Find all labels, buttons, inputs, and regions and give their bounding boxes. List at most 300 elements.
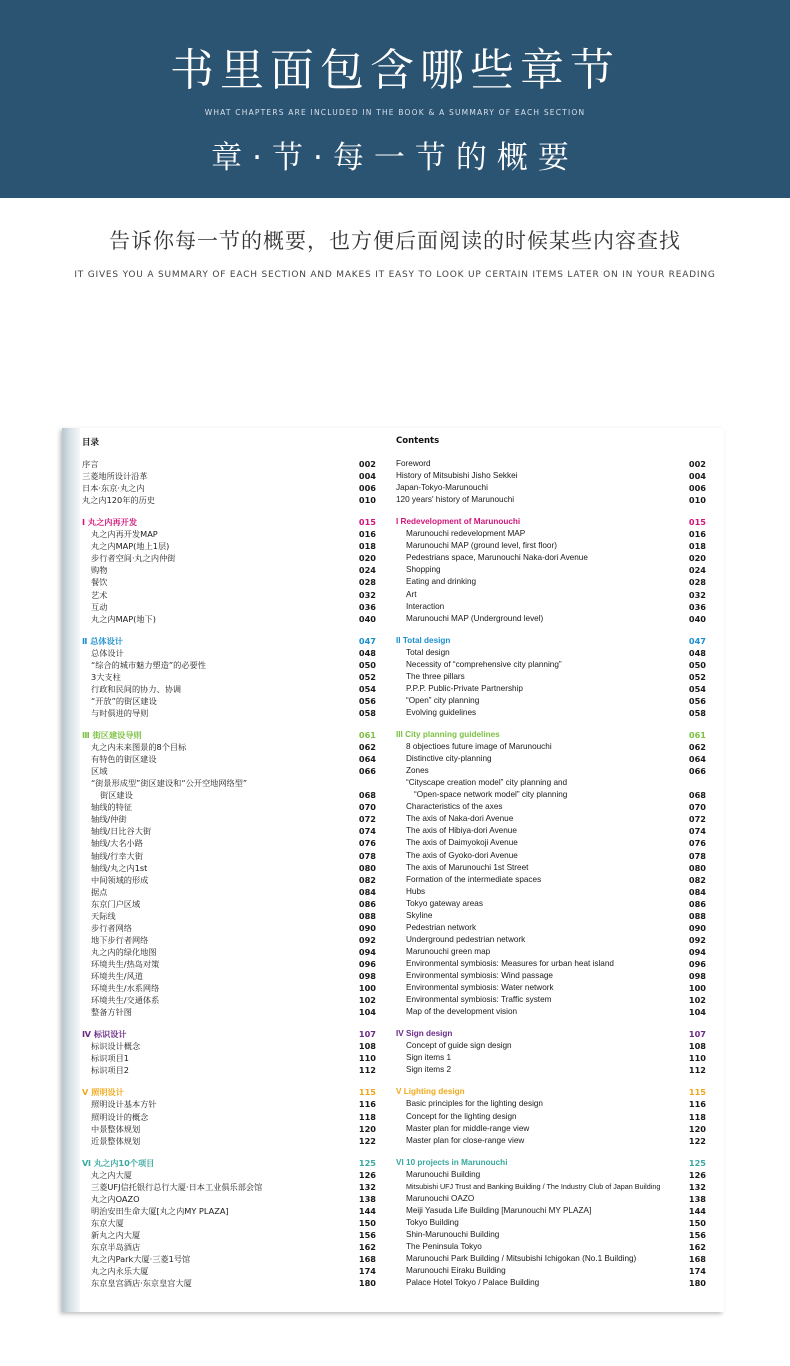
toc-entry-title: 丸之内再开发MAP <box>91 529 158 540</box>
toc-entry <box>82 1229 376 1241</box>
toc-entry <box>396 753 706 765</box>
toc-entry-page: 004 <box>688 471 706 482</box>
toc-entry-page: 058 <box>688 707 706 718</box>
toc-entry <box>82 1253 376 1265</box>
toc-entry <box>396 458 706 470</box>
toc-entry <box>82 982 376 994</box>
toc-entry-title: Pedestrians space, Marunouchi Naka-dori Avenue <box>406 553 588 563</box>
toc-entry-page: 088 <box>358 910 376 921</box>
toc-entry <box>396 801 706 813</box>
toc-entry-page: 110 <box>358 1053 376 1064</box>
toc-entry-title: 丸之内的绿化地图 <box>91 946 157 957</box>
toc-entry-title: Marunouchi redevelopment MAP <box>406 529 526 539</box>
toc-entry-title: Skyline <box>406 910 433 920</box>
toc-entry-title: 行政和民间的协力、协调 <box>91 683 182 694</box>
toc-entry <box>82 647 376 659</box>
toc-entry <box>396 613 706 625</box>
toc-entry-page: 002 <box>688 459 706 469</box>
toc-entry <box>82 1193 376 1205</box>
toc-entry-title: 120 years' history of Marunouchi <box>396 495 515 505</box>
toc-entry-title: Environmental symbiosis: Measures for urban heat island <box>406 958 614 968</box>
toc-entry-title: 轴线/大名小路 <box>91 838 143 849</box>
toc-entry <box>396 1169 706 1181</box>
toc-entry-title: Ⅵ 丸之内10个项目 <box>82 1157 155 1168</box>
toc-entry <box>82 886 376 898</box>
toc-entry-title: Environmental symbiosis: Water network <box>406 983 554 993</box>
toc-entry-title: 丸之内Park大厦·三菱1号馆 <box>91 1254 191 1265</box>
banner-subtitle: WHAT CHAPTERS ARE INCLUDED IN THE BOOK & A SUMMARY OF EACH SECTION <box>204 108 586 117</box>
toc-entry-title: Sign items 2 <box>406 1065 452 1075</box>
toc-entry-title: The Peninsula Tokyo <box>406 1242 482 1251</box>
toc-entry-title: 三菱地所设计沿革 <box>82 471 148 482</box>
toc-entry-page: 150 <box>688 1217 706 1228</box>
toc-entry <box>396 482 706 494</box>
toc-entry-title: Marunouchi OAZO <box>406 1193 475 1203</box>
toc-entry-page: 180 <box>358 1278 376 1289</box>
toc-entry-title: 日本·东京·丸之内 <box>82 483 145 494</box>
toc-entry-title: 整备方针图 <box>91 1007 132 1018</box>
toc-entry <box>396 1052 706 1064</box>
toc-entry-page: 118 <box>688 1111 706 1122</box>
toc-entry-page: 086 <box>688 898 706 909</box>
toc-entry <box>82 552 376 564</box>
toc-entry-title: 近景整体规划 <box>91 1135 141 1146</box>
toc-entry-page: 108 <box>358 1041 376 1052</box>
toc-entry <box>396 1123 706 1135</box>
toc-entry <box>82 1169 376 1181</box>
toc-entry-page: 122 <box>688 1135 706 1146</box>
toc-entry <box>82 1111 376 1123</box>
toc-entry <box>82 470 376 482</box>
toc-entry-page: 020 <box>358 553 376 564</box>
toc-entry-title: 步行者网络 <box>91 922 132 933</box>
toc-entry-title: History of Mitsubishi Jisho Sekkei <box>396 471 518 481</box>
toc-entry-title: Master plan for close-range view <box>406 1135 525 1145</box>
toc-entry-title: Shin-Marunouchi Building <box>406 1229 500 1239</box>
toc-entry-title: The three pillars <box>406 671 465 681</box>
toc-entry-page: 082 <box>688 874 706 885</box>
toc-entry-title: Environmental symbiosis: Wind passage <box>406 971 553 980</box>
toc-entry <box>396 695 706 707</box>
toc-entry-page: 064 <box>358 754 376 765</box>
toc-entry-page: 058 <box>358 707 376 718</box>
toc-entry-page: 028 <box>688 577 706 588</box>
toc-entry-page: 092 <box>358 934 376 945</box>
toc-entry-page: 102 <box>358 995 376 1006</box>
toc-entry-title: “综合的城市魅力塑造”的必要性 <box>91 659 206 670</box>
toc-entry-title: 餐饮 <box>91 577 108 588</box>
toc-entry <box>396 922 706 934</box>
toc-entry-page: 104 <box>358 1007 376 1018</box>
toc-entry <box>396 683 706 695</box>
toc-entry-title: IV Sign design <box>396 1029 453 1039</box>
toc-entry <box>82 910 376 922</box>
toc-entry-title: Map of the development vision <box>406 1007 518 1017</box>
toc-entry-page: 004 <box>358 471 376 482</box>
toc-entry <box>396 934 706 946</box>
toc-entry-title: “Open” city planning <box>406 695 480 705</box>
toc-entry-page: 066 <box>688 766 706 777</box>
toc-entry-page: 120 <box>688 1123 706 1134</box>
toc-entry-page: 032 <box>358 589 376 600</box>
toc-entry-title: Hubs <box>406 886 426 896</box>
toc-entry <box>82 1241 376 1253</box>
toc-entry-page: 074 <box>688 826 706 837</box>
toc-entry-page: 028 <box>358 577 376 588</box>
toc-entry <box>396 564 706 576</box>
toc-entry-page: 122 <box>358 1135 376 1146</box>
toc-entry-title: 新丸之内大厦 <box>91 1229 141 1240</box>
toc-entry-page: 180 <box>688 1278 706 1289</box>
toc-entry <box>396 659 706 671</box>
toc-entry-title: Distinctive city-planning <box>406 754 492 764</box>
toc-entry <box>396 970 706 982</box>
toc-entry-title: III City planning guidelines <box>396 730 500 739</box>
toc-entry <box>396 1098 706 1110</box>
toc-entry-title: 轴线/日比谷大街 <box>91 826 152 837</box>
toc-entry-title: P.P.P. Public-Private Partnership <box>406 683 523 693</box>
toc-entry-page: 068 <box>688 790 706 801</box>
toc-entry-page: 126 <box>358 1169 376 1180</box>
toc-entry-title: Eating and drinking <box>406 577 477 587</box>
toc-entry <box>82 1123 376 1135</box>
toc-entry <box>82 777 376 789</box>
toc-entry-page: 082 <box>358 874 376 885</box>
toc-entry-page: 125 <box>688 1157 706 1168</box>
toc-entry-page: 040 <box>688 613 706 624</box>
toc-entry-title: 照明设计的概念 <box>91 1111 149 1122</box>
toc-entry <box>396 874 706 886</box>
toc-entry <box>396 886 706 898</box>
toc-entry <box>82 1064 376 1076</box>
toc-entry <box>396 1265 706 1277</box>
toc-entry-title: 8 objectioes future image of Marunouchi <box>406 742 552 752</box>
toc-entry-title: Mitsubishi UFJ Trust and Banking Building / The Industry Club of Japan Building <box>406 1181 661 1191</box>
toc-entry <box>82 1040 376 1052</box>
banner-title: 书里面包含哪些章节 <box>170 45 620 96</box>
toc-entry-page: 015 <box>688 517 706 528</box>
toc-entry-title: Ⅱ 总体设计 <box>82 635 123 646</box>
toc-entry-page: 162 <box>688 1242 706 1252</box>
toc-entry-page: 107 <box>358 1029 376 1040</box>
toc-entry-title: The axis of Daimyokoji Avenue <box>406 838 518 848</box>
toc-entry-title: 天际线 <box>91 910 116 921</box>
toc-entry-title: Ⅳ 标识设计 <box>82 1029 127 1040</box>
toc-entry <box>82 458 376 470</box>
toc-entry <box>82 1205 376 1217</box>
toc-entry-page: 061 <box>358 730 376 740</box>
toc-entry-page: 048 <box>358 647 376 658</box>
toc-entry-title: Marunouchi Park Building / Mitsubishi Ichigokan (No.1 Building) <box>406 1254 637 1264</box>
toc-entry-page: 118 <box>358 1111 376 1122</box>
toc-entry <box>396 1064 706 1076</box>
toc-entry-title: Palace Hotel Tokyo / Palace Building <box>406 1278 540 1288</box>
toc-entry <box>396 1006 706 1018</box>
toc-entry-title: VI 10 projects in Marunouchi <box>396 1157 508 1167</box>
toc-entry <box>82 946 376 958</box>
toc-entry-page: 054 <box>358 683 376 694</box>
toc-entry-page: 090 <box>688 922 706 933</box>
toc-entry-page: 032 <box>688 589 706 600</box>
toc-entry-title: 购物 <box>91 565 108 576</box>
toc-entry-page: 072 <box>688 814 706 825</box>
toc-entry-title: Meiji Yasuda Life Building [Marunouchi MY PLAZA] <box>406 1205 592 1215</box>
toc-entry-title: 环境共生/热岛对策 <box>91 958 160 969</box>
toc-entry <box>82 741 376 753</box>
toc-entry-page: 016 <box>358 529 376 540</box>
toc-entry-title: Foreword <box>396 459 431 468</box>
toc-entry-page: 108 <box>688 1041 706 1052</box>
toc-entry-page: 162 <box>358 1242 376 1252</box>
toc-entry-title: Formation of the intermediate spaces <box>406 874 542 884</box>
toc-entry <box>82 765 376 777</box>
toc-entry-page: 080 <box>688 862 706 873</box>
toc-entry <box>396 1217 706 1229</box>
toc-entry-page: 094 <box>688 946 706 957</box>
toc-entry-title: 丸之内OAZO <box>91 1193 140 1204</box>
toc-entry-page: 072 <box>358 814 376 825</box>
toc-section-heading <box>396 729 706 741</box>
toc-entry <box>82 613 376 625</box>
toc-entry-page: 086 <box>358 898 376 909</box>
toc-entry-page: 096 <box>688 958 706 969</box>
toc-entry-page: 098 <box>688 971 706 981</box>
toc-entry-title: 丸之内120年的历史 <box>82 495 155 506</box>
toc-entry-title: Art <box>406 589 417 599</box>
toc-entry-title: “街景形成型”街区建设和“公开空地网络型” <box>91 778 248 789</box>
toc-entry <box>396 765 706 777</box>
toc-section-heading <box>396 1028 706 1040</box>
toc-entry-page: 100 <box>688 983 706 994</box>
banner-title-secondary: 章·节·每一节的概要 <box>211 140 579 176</box>
toc-entry-page: 100 <box>358 983 376 994</box>
toc-entry-page: 144 <box>688 1205 706 1216</box>
toc-entry <box>396 1135 706 1147</box>
toc-entry <box>396 1229 706 1241</box>
toc-entry <box>82 862 376 874</box>
toc-entry-page: 070 <box>688 802 706 813</box>
toc-entry-title: 三菱UFJ信托银行总行大厦·日本工业俱乐部会馆 <box>91 1181 263 1192</box>
toc-entry-title: The axis of Hibiya-dori Avenue <box>406 826 517 836</box>
toc-entry-title: Ⅴ 照明设计 <box>82 1087 124 1098</box>
toc-entry <box>82 695 376 707</box>
toc-entry-page: 010 <box>688 495 706 506</box>
toc-entry-page: 016 <box>688 529 706 540</box>
toc-entry <box>82 789 376 801</box>
toc-entry-title: Evolving guidelines <box>406 707 477 717</box>
toc-entry-page: 024 <box>358 565 376 576</box>
toc-entry <box>82 1052 376 1064</box>
toc-entry-page: 070 <box>358 802 376 813</box>
toc-entry-title: 轴线/仲街 <box>91 814 127 825</box>
toc-entry <box>82 528 376 540</box>
intro-text: 告诉你每一节的概要，也方便后面阅读的时候某些内容查找 <box>109 229 681 253</box>
toc-entry-title: 轴线的特征 <box>91 802 132 813</box>
toc-entry-title: 东京皇宫酒店·东京皇宫大厦 <box>91 1278 192 1289</box>
toc-entry-title: II Total design <box>396 635 451 645</box>
toc-entry-title: 丸之内未来图景的8个目标 <box>91 742 187 753</box>
toc-entry-title: Marunouchi Eiraku Building <box>406 1266 506 1276</box>
toc-entry <box>396 825 706 837</box>
toc-entry-page: 168 <box>358 1254 376 1265</box>
toc-entry-page: 018 <box>358 541 376 552</box>
toc-entry <box>82 576 376 588</box>
toc-entry-page: 112 <box>358 1065 376 1076</box>
toc-entry-title: Environmental symbiosis: Traffic system <box>406 995 552 1005</box>
toc-entry-title: Basic principles for the lighting design <box>406 1099 543 1109</box>
toc-entry-title: Marunouchi green map <box>406 946 491 956</box>
toc-entry-page: 168 <box>688 1254 706 1265</box>
toc-entry-title: Pedestrian network <box>406 922 477 932</box>
toc-section-heading <box>82 1086 376 1098</box>
toc-entry <box>396 958 706 970</box>
toc-entry-title: 东京大厦 <box>91 1217 124 1228</box>
toc-entry <box>396 576 706 588</box>
toc-entry <box>82 958 376 970</box>
toc-entry-title: Master plan for middle-range view <box>406 1123 530 1133</box>
toc-entry-title: 有特色的街区建设 <box>91 754 157 765</box>
toc-entry-title: 照明设计基本方针 <box>91 1099 157 1110</box>
toc-entry <box>82 540 376 552</box>
toc-entry-page: 125 <box>358 1157 376 1168</box>
toc-entry-page: 138 <box>688 1193 706 1204</box>
toc-entry-title: 环境共生/交通体系 <box>91 995 160 1006</box>
toc-entry-title: 步行者空间·丸之内仲街 <box>91 553 176 564</box>
toc-entry-page: 102 <box>688 995 706 1006</box>
toc-entry-title: 序言 <box>82 459 99 469</box>
toc-entry-page: 096 <box>358 958 376 969</box>
toc-entry-page: 020 <box>688 553 706 564</box>
toc-entry <box>82 874 376 886</box>
toc-entry-page: 150 <box>358 1217 376 1228</box>
toc-entry <box>396 1111 706 1123</box>
toc-entry <box>82 659 376 671</box>
toc-entry-page: 066 <box>358 766 376 777</box>
toc-zh-heading: 目录 <box>82 438 100 448</box>
toc-entry-title: 据点 <box>91 886 108 897</box>
toc-entry-page: 076 <box>688 838 706 849</box>
toc-entry-page: 064 <box>688 754 706 765</box>
toc-entry <box>396 1181 706 1193</box>
toc-entry-title: Concept of guide sign design <box>406 1041 512 1051</box>
toc-entry <box>396 1253 706 1265</box>
toc-entry-title: 环境共生/水系网络 <box>91 983 160 994</box>
toc-en-heading: Contents <box>396 436 440 446</box>
toc-entry-page: 015 <box>358 517 376 528</box>
toc-entry-title: Interaction <box>406 601 445 611</box>
toc-entry-title: 东京门户区域 <box>91 898 141 909</box>
toc-entry-page: 040 <box>358 613 376 624</box>
header-banner <box>0 0 790 198</box>
toc-entry-page: 116 <box>688 1099 706 1110</box>
toc-entry-page: 002 <box>358 459 376 469</box>
toc-entry-title: 东京半岛酒店 <box>91 1242 141 1252</box>
toc-entry-title: Total design <box>406 647 450 657</box>
toc-entry <box>396 741 706 753</box>
toc-entry-page: 116 <box>358 1099 376 1110</box>
toc-entry <box>82 837 376 849</box>
toc-section-heading <box>82 1157 376 1169</box>
toc-entry-page: 024 <box>688 565 706 576</box>
toc-section-heading <box>396 1157 706 1169</box>
toc-entry-title: Characteristics of the axes <box>406 802 503 812</box>
toc-entry <box>396 589 706 601</box>
toc-entry-title: Tokyo gateway areas <box>406 898 483 908</box>
toc-entry <box>396 789 706 801</box>
toc-entry-page: 088 <box>688 910 706 921</box>
toc-entry <box>82 683 376 695</box>
toc-entry-page: 010 <box>358 495 376 506</box>
toc-section-heading <box>82 1028 376 1040</box>
toc-entry-title: “Open-space network model” city planning <box>414 790 568 800</box>
toc-entry-page: 115 <box>688 1087 706 1098</box>
toc-entry-page: 156 <box>358 1229 376 1240</box>
toc-entry <box>82 1265 376 1277</box>
toc-entry-page: 052 <box>358 671 376 682</box>
toc-entry <box>82 1217 376 1229</box>
toc-entry-page: 062 <box>358 742 376 753</box>
toc-entry-page: 132 <box>358 1181 376 1192</box>
toc-entry <box>82 970 376 982</box>
toc-entry <box>396 813 706 825</box>
toc-entry <box>82 589 376 601</box>
toc-entry-title: 标识设计概念 <box>91 1041 141 1052</box>
toc-entry-title: 丸之内大厦 <box>91 1169 132 1180</box>
toc-entry <box>396 910 706 922</box>
toc-entry-page: 174 <box>358 1266 376 1277</box>
toc-entry <box>396 862 706 874</box>
toc-entry-title: Marunouchi MAP (Underground level) <box>406 613 544 623</box>
toc-entry <box>82 1098 376 1110</box>
toc-section-heading <box>396 516 706 528</box>
toc-entry-title: 明治安田生命大厦[丸之内MY PLAZA] <box>91 1205 229 1216</box>
toc-entry <box>396 1040 706 1052</box>
toc-entry-title: 环境共生/风道 <box>91 971 143 981</box>
toc-entry-title: 与时俱进的导则 <box>91 707 149 718</box>
toc-entry-title: Marunouchi Building <box>406 1169 481 1179</box>
toc-entry-title: Necessity of “comprehensive city planning” <box>406 659 562 669</box>
toc-entry <box>82 850 376 862</box>
toc-entry-page: 080 <box>358 862 376 873</box>
toc-entry-title: Marunouchi MAP (ground level, first floor) <box>406 541 557 551</box>
toc-entry-title: 丸之内MAP(地下) <box>91 613 156 624</box>
toc-entry <box>82 898 376 910</box>
toc-entry <box>82 1135 376 1147</box>
toc-entry <box>396 898 706 910</box>
toc-entry <box>82 707 376 719</box>
toc-entry <box>82 601 376 613</box>
toc-entry-title: Japan-Tokyo-Marunouchi <box>396 483 488 493</box>
toc-entry-page: 107 <box>688 1029 706 1040</box>
toc-entry <box>396 601 706 613</box>
toc-entry <box>82 994 376 1006</box>
toc-entry-page: 144 <box>358 1205 376 1216</box>
toc-entry-title: 3大支柱 <box>91 671 121 682</box>
toc-section-heading <box>396 1086 706 1098</box>
toc-entry-page: 126 <box>688 1169 706 1180</box>
toc-entry <box>82 922 376 934</box>
toc-entry <box>82 482 376 494</box>
toc-entry-page: 090 <box>358 922 376 933</box>
toc-entry-page: 092 <box>688 934 706 945</box>
toc-entry <box>396 707 706 719</box>
toc-entry <box>82 671 376 683</box>
toc-entry-page: 094 <box>358 946 376 957</box>
toc-entry-title: I Redevelopment of Marunouchi <box>396 517 521 527</box>
toc-entry-title: 轴线/丸之内1st <box>91 862 148 873</box>
toc-section-heading <box>82 729 376 741</box>
toc-entry-page: 115 <box>358 1087 376 1098</box>
